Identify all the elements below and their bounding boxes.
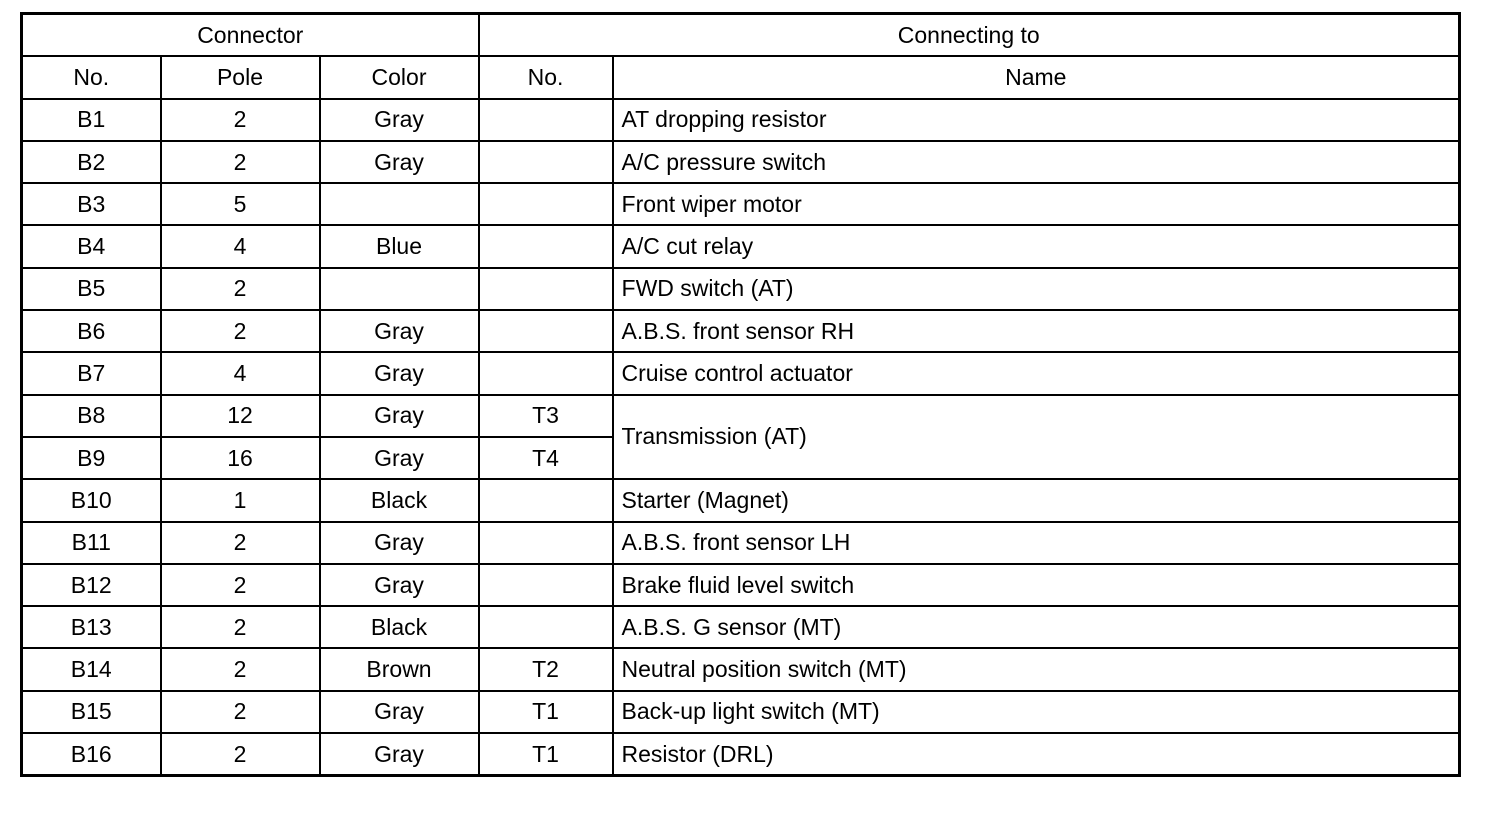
connecting-no-cell (479, 352, 613, 394)
connector-no-cell: B8 (22, 395, 161, 437)
connector-no-cell: B12 (22, 564, 161, 606)
name-cell: A/C cut relay (613, 225, 1460, 267)
connecting-no-cell (479, 310, 613, 352)
color-cell (320, 268, 479, 310)
connecting-no-cell (479, 479, 613, 521)
connector-no-cell: B2 (22, 141, 161, 183)
column-header-pole: Pole (161, 56, 320, 98)
table-row (22, 268, 1460, 310)
connector-no-cell: B4 (22, 225, 161, 267)
connecting-no-cell (479, 99, 613, 141)
connecting-no-cell: T1 (479, 691, 613, 733)
name-cell: Back-up light switch (MT) (613, 691, 1460, 733)
name-cell: A.B.S. front sensor LH (613, 522, 1460, 564)
pole-cell: 2 (161, 606, 320, 648)
connector-no-cell: B1 (22, 99, 161, 141)
name-cell: Brake fluid level switch (613, 564, 1460, 606)
group-header-row (22, 14, 1460, 57)
color-cell: Gray (320, 733, 479, 776)
connecting-no-cell: T4 (479, 437, 613, 479)
table-row (22, 691, 1460, 733)
name-cell: Starter (Magnet) (613, 479, 1460, 521)
pole-cell: 4 (161, 352, 320, 394)
pole-cell: 2 (161, 648, 320, 690)
connector-no-cell: B13 (22, 606, 161, 648)
table-row (22, 606, 1460, 648)
color-cell: Gray (320, 522, 479, 564)
table-row (22, 99, 1460, 141)
color-cell: Blue (320, 225, 479, 267)
color-cell: Gray (320, 691, 479, 733)
table-row (22, 733, 1460, 776)
table-row (22, 479, 1460, 521)
table-row (22, 522, 1460, 564)
name-cell: FWD switch (AT) (613, 268, 1460, 310)
connecting-no-cell: T3 (479, 395, 613, 437)
table-row (22, 395, 1460, 437)
color-cell: Gray (320, 352, 479, 394)
column-header-connecting-no: No. (479, 56, 613, 98)
name-cell: Resistor (DRL) (613, 733, 1460, 776)
table-row (22, 141, 1460, 183)
pole-cell: 2 (161, 691, 320, 733)
connector-no-cell: B6 (22, 310, 161, 352)
column-header-color: Color (320, 56, 479, 98)
connecting-no-cell (479, 564, 613, 606)
connector-no-cell: B10 (22, 479, 161, 521)
pole-cell: 2 (161, 733, 320, 776)
connecting-no-cell (479, 183, 613, 225)
pole-cell: 2 (161, 99, 320, 141)
connector-no-cell: B15 (22, 691, 161, 733)
table-row (22, 183, 1460, 225)
connecting-no-cell: T2 (479, 648, 613, 690)
color-cell: Black (320, 479, 479, 521)
pole-cell: 2 (161, 522, 320, 564)
pole-cell: 2 (161, 310, 320, 352)
table-row (22, 564, 1460, 606)
pole-cell: 12 (161, 395, 320, 437)
connecting-to-group-header: Connecting to (479, 14, 1460, 57)
connecting-no-cell (479, 606, 613, 648)
name-cell: A.B.S. G sensor (MT) (613, 606, 1460, 648)
column-header-name: Name (613, 56, 1460, 98)
name-cell: A.B.S. front sensor RH (613, 310, 1460, 352)
name-cell: A/C pressure switch (613, 141, 1460, 183)
connecting-no-cell (479, 225, 613, 267)
connector-table (20, 12, 1461, 777)
name-cell: Cruise control actuator (613, 352, 1460, 394)
table-row (22, 648, 1460, 690)
connecting-no-cell: T1 (479, 733, 613, 776)
color-cell: Gray (320, 564, 479, 606)
color-cell (320, 183, 479, 225)
connector-no-cell: B14 (22, 648, 161, 690)
connector-no-cell: B7 (22, 352, 161, 394)
name-cell: Transmission (AT) (613, 395, 1460, 480)
column-header-row (22, 56, 1460, 98)
connecting-no-cell (479, 141, 613, 183)
pole-cell: 2 (161, 141, 320, 183)
pole-cell: 5 (161, 183, 320, 225)
color-cell: Gray (320, 99, 479, 141)
name-cell: Neutral position switch (MT) (613, 648, 1460, 690)
pole-cell: 2 (161, 268, 320, 310)
color-cell: Gray (320, 437, 479, 479)
connector-no-cell: B5 (22, 268, 161, 310)
color-cell: Gray (320, 310, 479, 352)
color-cell: Gray (320, 141, 479, 183)
connector-no-cell: B11 (22, 522, 161, 564)
color-cell: Black (320, 606, 479, 648)
pole-cell: 2 (161, 564, 320, 606)
connector-no-cell: B3 (22, 183, 161, 225)
column-header-no: No. (22, 56, 161, 98)
connecting-no-cell (479, 268, 613, 310)
name-cell: AT dropping resistor (613, 99, 1460, 141)
connector-no-cell: B9 (22, 437, 161, 479)
connector-no-cell: B16 (22, 733, 161, 776)
color-cell: Gray (320, 395, 479, 437)
table-row (22, 225, 1460, 267)
name-cell: Front wiper motor (613, 183, 1460, 225)
table-row (22, 310, 1460, 352)
table-row (22, 352, 1460, 394)
connector-group-header: Connector (22, 14, 479, 57)
pole-cell: 4 (161, 225, 320, 267)
pole-cell: 16 (161, 437, 320, 479)
color-cell: Brown (320, 648, 479, 690)
pole-cell: 1 (161, 479, 320, 521)
connecting-no-cell (479, 522, 613, 564)
